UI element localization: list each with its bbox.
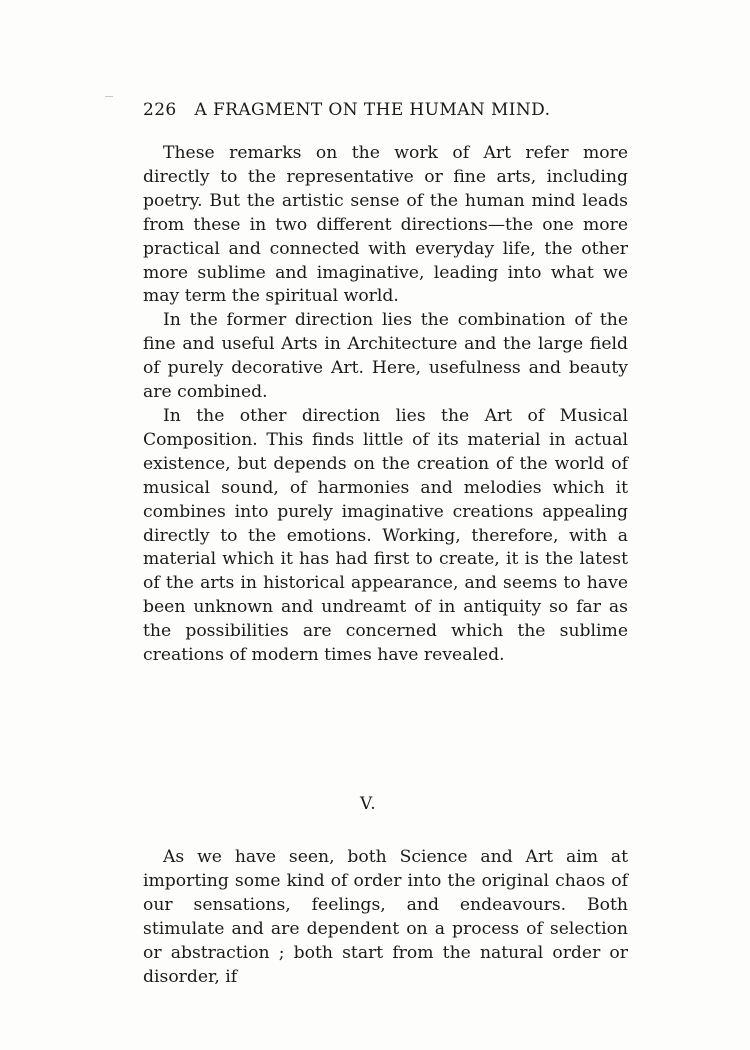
page-number: 226 <box>143 100 177 120</box>
paragraph: These remarks on the work of Art refer more directly to the representative or fine arts, including poetry. But the artistic sense of the human mind leads from these in two different directions—the one more practical and connected with everyday life, the other more sublime and imaginative, leading into what we may term the spiritual world. <box>143 143 628 307</box>
body-text-bottom <box>143 846 628 989</box>
paragraph: As we have seen, both Science and Art aim at importing some kind of order into the original chaos of our sensations, feelings, and endeavours. Both stimulate and are dependent on a process of selection or abstraction ; both start from the natural order or disorder, if <box>143 847 628 987</box>
paragraph: In the former direction lies the combination of the fine and useful Arts in Architecture and the large field of purely decorative Art. Here, usefulness and beauty are combined. <box>143 310 628 403</box>
body-text-top <box>143 142 628 668</box>
paragraph: In the other direction lies the Art of Musical Composition. This finds little of its material in actual existence, but depends on the creation of the world of musical sound, of harmonies and melodies which it combines into purely imaginative creations appealing directly to the emotions. Working, therefore, with a material which it has had first to create, it is the latest of the arts in historical appearance, and seems to have been unknown and undreamt of in antiquity so far as the possibilities are concerned which the sublime creations of modern times have revealed. <box>143 405 628 666</box>
running-head <box>143 100 583 120</box>
scan-mark <box>105 96 113 97</box>
running-title: A FRAGMENT ON THE HUMAN MIND. <box>194 100 551 120</box>
section-heading: V. <box>360 794 377 814</box>
